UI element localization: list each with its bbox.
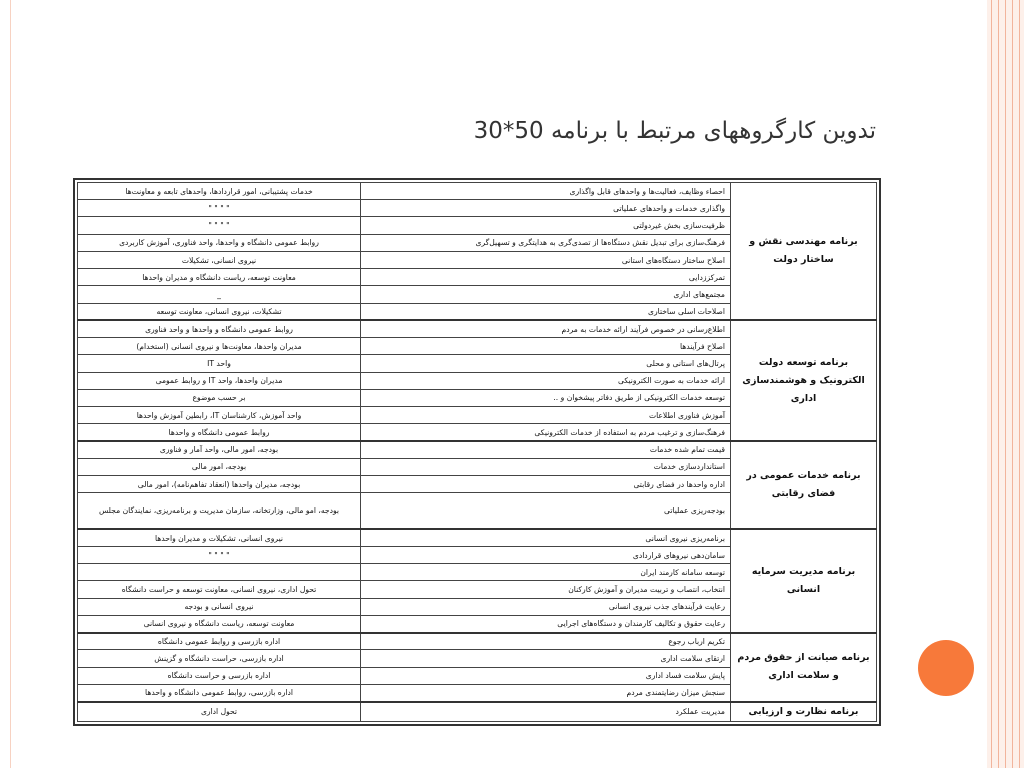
activity-cell: رعایت حقوق و تکالیف کارمندان و دستگاه‌های اجرایی: [361, 615, 731, 632]
activity-cell: سامان‌دهی نیروهای قراردادی: [361, 546, 731, 563]
activity-cell: تکریم ارباب رجوع: [361, 633, 731, 650]
activity-cell: تمرکززدایی: [361, 269, 731, 286]
responsible-cell: اداره بازرسی، حراست دانشگاه و گزینش: [78, 650, 361, 667]
responsible-cell: " " " ": [78, 546, 361, 563]
activity-cell: قیمت تمام شده خدمات: [361, 441, 731, 458]
responsible-cell: روابط عمومی دانشگاه و واحدها و واحد فناوری: [78, 320, 361, 337]
program-name-cell: برنامه خدمات عمومی در فضای رقابتی: [731, 441, 877, 529]
activity-cell: توسعه خدمات الکترونیکی از طریق دفاتر پیشخوان و ..: [361, 389, 731, 406]
responsible-cell: نیروی انسانی، تشکیلات و مدیران واحدها: [78, 529, 361, 546]
responsible-cell: " " " ": [78, 217, 361, 234]
responsible-cell: بودجه، امو مالی، وزارتخانه، سازمان مدیریت و برنامه‌ریزی، نمایندگان مجلس: [78, 493, 361, 530]
activity-cell: مدیریت عملکرد: [361, 702, 731, 722]
activity-cell: ظرفیت‌سازی بخش غیردولتی: [361, 217, 731, 234]
responsible-cell: اداره بازرسی و روابط عمومی دانشگاه: [78, 633, 361, 650]
programs-table: [77, 182, 877, 722]
responsible-cell: بر حسب موضوع: [78, 389, 361, 406]
activity-cell: بودجه‌ریزی عملیاتی: [361, 493, 731, 530]
responsible-cell: [78, 564, 361, 581]
activity-cell: واگذاری خدمات و واحدهای عملیاتی: [361, 200, 731, 217]
responsible-cell: خدمات پشتیبانی، امور قراردادها، واحدهای تابعه و معاونت‌ها: [78, 183, 361, 200]
activity-cell: برنامه‌ریزی نیروی انسانی: [361, 529, 731, 546]
responsible-cell: تحول اداری، نیروی انسانی، معاونت توسعه و حراست دانشگاه: [78, 581, 361, 598]
responsible-cell: نیروی انسانی و بودجه: [78, 598, 361, 615]
activity-cell: توسعه سامانه کارمند ایران: [361, 564, 731, 581]
table-row: [78, 441, 877, 458]
activity-cell: مجتمع‌های اداری: [361, 286, 731, 303]
decorative-circle: [918, 640, 974, 696]
responsible-cell: روابط عمومی دانشگاه و واحدها: [78, 424, 361, 441]
activity-cell: پایش سلامت فساد اداری: [361, 667, 731, 684]
decorative-line: [1019, 0, 1020, 768]
activity-cell: آموزش فناوری اطلاعات: [361, 407, 731, 424]
responsible-cell: _: [78, 286, 361, 303]
activity-cell: اصلاحات اسلی ساختاری: [361, 303, 731, 320]
activity-cell: ارتقای سلامت اداری: [361, 650, 731, 667]
program-name-cell: برنامه مهندسی نقش و ساختار دولت: [731, 183, 877, 321]
activity-cell: اصلاح ساختار دستگاه‌های استانی: [361, 251, 731, 268]
program-name-cell: برنامه نظارت و ارزیابی: [731, 702, 877, 722]
responsible-cell: بودجه، مدیران واحدها (انعقاد تفاهم‌نامه)، امور مالی: [78, 475, 361, 492]
responsible-cell: نیروی انسانی، تشکیلات: [78, 251, 361, 268]
responsible-cell: معاونت توسعه، ریاست دانشگاه و مدیران واحدها: [78, 269, 361, 286]
responsible-cell: اداره بازرسی و حراست دانشگاه: [78, 667, 361, 684]
activity-cell: احصاء وظایف، فعالیت‌ها و واحدهای قابل واگذاری: [361, 183, 731, 200]
activity-cell: سنجش میزان رضایتمندی مردم: [361, 684, 731, 701]
slide-title: تدوین کارگروههای مرتبط با برنامه 50*30: [473, 118, 876, 144]
responsible-cell: واحد آموزش، کارشناسان IT، رابطین آموزش واحدها: [78, 407, 361, 424]
activity-cell: پرتال‌های استانی و محلی: [361, 355, 731, 372]
activity-cell: استانداردسازی خدمات: [361, 458, 731, 475]
responsible-cell: اداره بازرسی، روابط عمومی دانشگاه و واحدها: [78, 684, 361, 701]
responsible-cell: تشکیلات، نیروی انسانی، معاونت توسعه: [78, 303, 361, 320]
activity-cell: اداره واحدها در فضای رقابتی: [361, 475, 731, 492]
activity-cell: ارائه خدمات به صورت الکترونیکی: [361, 372, 731, 389]
activity-cell: فرهنگ‌سازی برای تبدیل نقش دستگاه‌ها از تصدی‌گری به هدایتگری و تسهیل‌گری: [361, 234, 731, 251]
responsible-cell: بودجه، امور مالی: [78, 458, 361, 475]
table-row: [78, 702, 877, 722]
responsible-cell: " " " ": [78, 200, 361, 217]
responsible-cell: واحد IT: [78, 355, 361, 372]
table-row: [78, 529, 877, 546]
responsible-cell: معاونت توسعه، ریاست دانشگاه و نیروی انسانی: [78, 615, 361, 632]
activity-cell: اطلاع‌رسانی در خصوص فرآیند ارائه خدمات به مردم: [361, 320, 731, 337]
activity-cell: اصلاح فرآیندها: [361, 338, 731, 355]
responsible-cell: روابط عمومی دانشگاه و واحدها، واحد فناوری، آموزش کاربردی: [78, 234, 361, 251]
activity-cell: رعایت فرآیندهای جذب نیروی انسانی: [361, 598, 731, 615]
program-name-cell: برنامه مدیریت سرمایه انسانی: [731, 529, 877, 632]
program-name-cell: برنامه صیانت از حقوق مردم و سلامت اداری: [731, 633, 877, 702]
decorative-line: [1012, 0, 1013, 768]
responsible-cell: مدیران واحدها، معاونت‌ها و نیروی انسانی (استخدام): [78, 338, 361, 355]
programs-table-body: [78, 183, 877, 722]
program-name-cell: برنامه توسعه دولت الکترونیک و هوشمندسازی اداری: [731, 320, 877, 441]
programs-table-container: [73, 178, 881, 726]
activity-cell: انتخاب، انتصاب و تربیت مدیران و آموزش کارکنان: [361, 581, 731, 598]
table-row: [78, 633, 877, 650]
activity-cell: فرهنگ‌سازی و ترغیب مردم به استفاده از خدمات الکترونیکی: [361, 424, 731, 441]
responsible-cell: مدیران واحدها، واحد IT و روابط عمومی: [78, 372, 361, 389]
table-row: [78, 183, 877, 200]
responsible-cell: تحول اداری: [78, 702, 361, 722]
table-row: [78, 320, 877, 337]
responsible-cell: بودجه، امور مالی، واحد آمار و فناوری: [78, 441, 361, 458]
